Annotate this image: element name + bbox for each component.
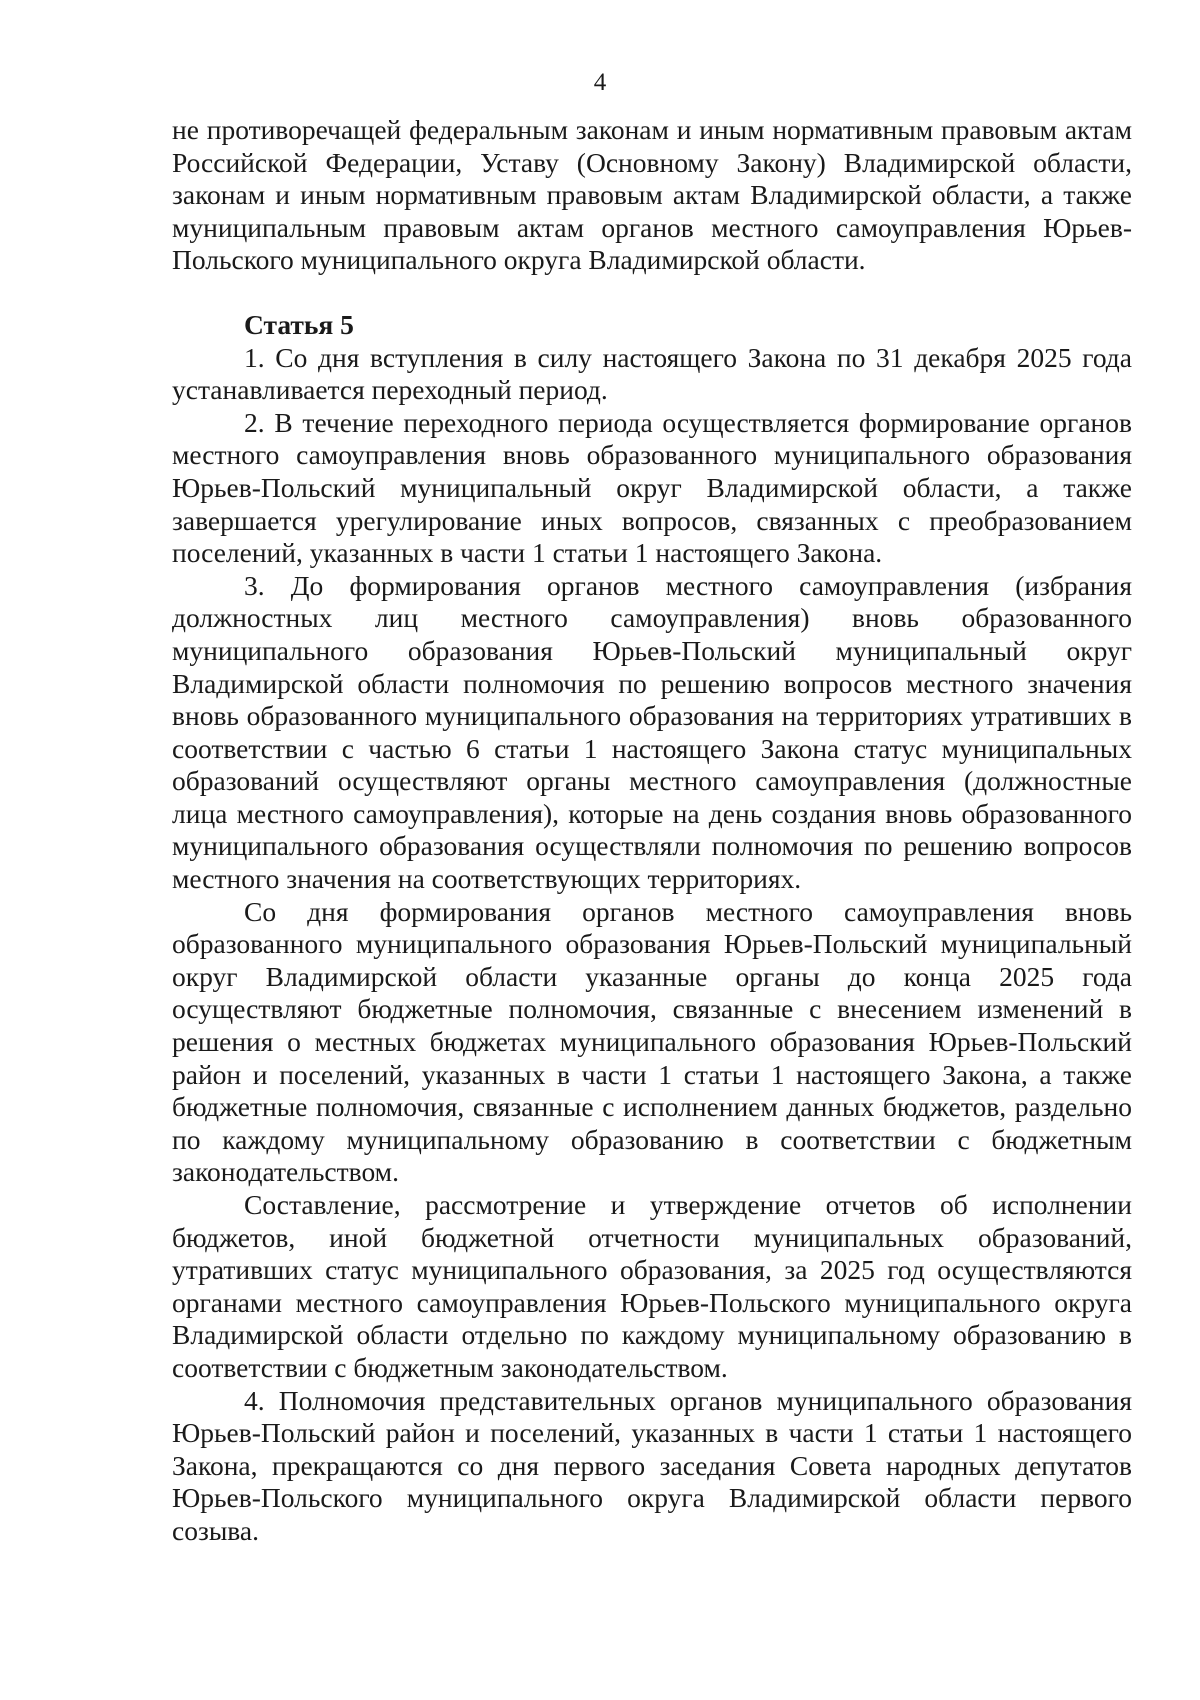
page-number: 4	[593, 69, 607, 96]
paragraph-3: 3. До формирования органов местного самоуправления (избрания должностных лиц местного самоуправления) вновь образованного муниципального образования Юрьев-Польский муниципальный округ Владимирской области полномочия по решению вопросов местного значения вновь образованного муниципального образования на территориях утративших в соответствии с частью 6 статьи 1 настоящего Закона статус муниципальных образований осуществляют органы местного самоуправления (должностные лица местного самоуправления), которые на день создания вновь образованного муниципального образования осуществляли полномочия по решению вопросов местного значения на соответствующих территориях.	[172, 569, 1132, 895]
paragraph-2: 2. В течение переходного периода осуществляется формирование органов местного самоуправления вновь образованного муниципального образования Юрьев-Польский муниципальный округ Владимирской области, а также завершается урегулирование иных вопросов, связанных с преобразованием поселений, указанных в части 1 статьи 1 настоящего Закона.	[172, 406, 1132, 569]
intro-paragraph: не противоречащей федеральным законам и иным нормативным правовым актам Российской Федерации, Уставу (Основному Закону) Владимирской области, законам и иным нормативным правовым актам Владимирской области, а также муниципальным правовым актам органов местного самоуправления Юрьев-Польского муниципального округа Владимирской области.	[172, 114, 1132, 276]
article-heading: Статья 5	[244, 308, 354, 340]
paragraph-3-budget: Со дня формирования органов местного самоуправления вновь образованного муниципального образования Юрьев-Польский муниципальный округ Владимирской области указанные органы до конца 2025 года осуществляют бюджетные полномочия, связанные с внесением изменений в решения о местных бюджетах муниципального образования Юрьев-Польский район и поселений, указанных в части 1 статьи 1 настоящего Закона, а также бюджетные полномочия, связанные с исполнением данных бюджетов, раздельно по каждому муниципальному образованию в соответствии с бюджетным законодательством.	[172, 895, 1132, 1188]
paragraph-4: 4. Полномочия представительных органов муниципального образования Юрьев-Польский район и поселений, указанных в части 1 статьи 1 настоящего Закона, прекращаются со дня первого заседания Совета народных депутатов Юрьев-Польского муниципального округа Владимирской области первого созыва.	[172, 1384, 1132, 1546]
paragraph-1: 1. Со дня вступления в силу настоящего Закона по 31 декабря 2025 года устанавливается переходный период.	[172, 341, 1132, 406]
paragraph-3-reports: Составление, рассмотрение и утверждение отчетов об исполнении бюджетов, иной бюджетной отчетности муниципальных образований, утративших статус муниципального образования, за 2025 год осуществляются органами местного самоуправления Юрьев-Польского муниципального округа Владимирской области отдельно по каждому муниципальному образованию в соответствии с бюджетным законодательством.	[172, 1189, 1132, 1383]
document-body	[172, 114, 1132, 1548]
